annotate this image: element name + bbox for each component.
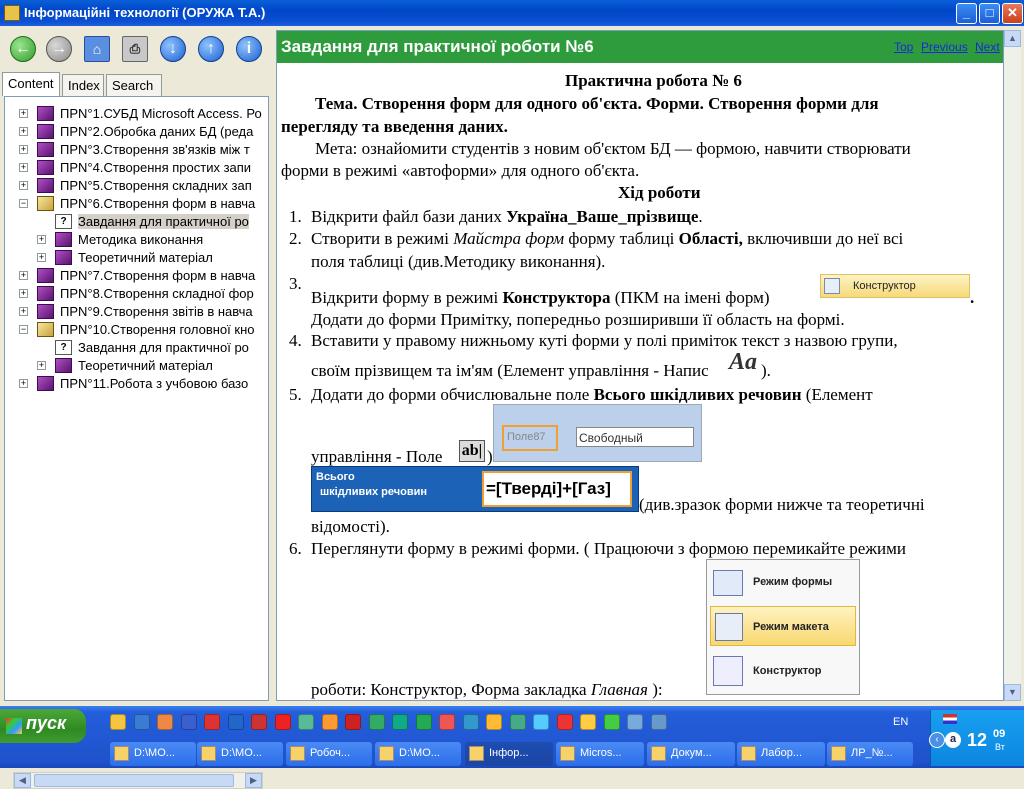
tab-content[interactable]: Content: [2, 72, 60, 96]
closed-book-icon: [37, 304, 54, 319]
designer-icon: [824, 278, 840, 294]
layout-view-icon: [715, 613, 743, 641]
closed-book-icon: [55, 358, 72, 373]
taskbar-button-label: D:\MO...: [399, 747, 440, 759]
goal-line-2: форми в режимі «автоформи» для одного об'єкта.: [281, 161, 640, 180]
minimize-button[interactable]: _: [956, 3, 977, 24]
expand-icon[interactable]: +: [20, 126, 27, 136]
calc-expression-box: [482, 471, 632, 507]
expand-icon[interactable]: +: [20, 378, 27, 388]
step-5-post: (див.зразок форми нижче та теоретичні: [639, 495, 925, 514]
step-6-number: 6.: [289, 539, 302, 558]
taskbar-button-label: Лабор...: [761, 747, 803, 759]
step-5-number: 5.: [289, 385, 302, 404]
expand-icon[interactable]: +: [38, 360, 45, 370]
calc-label-2: шкідливих речовин: [320, 486, 427, 498]
form-view-label: Режим формы: [753, 576, 833, 588]
field-value-box: [576, 427, 694, 447]
taskbar-app-icon: [201, 746, 216, 761]
arrow-down-icon[interactable]: ↓: [160, 36, 186, 62]
step-4-line-1: Вставити у правому нижньому куті форми у полі приміток текст з назвою групи,: [311, 331, 898, 350]
tree-item-label: Завдання для практичної ро: [78, 340, 249, 355]
question-doc-icon: ?: [55, 214, 72, 229]
taskbar-button[interactable]: [465, 742, 553, 766]
expand-icon[interactable]: +: [20, 108, 27, 118]
back-icon[interactable]: ←: [10, 36, 36, 62]
expand-icon[interactable]: +: [20, 306, 27, 316]
designer-menu-label: Конструктор: [853, 280, 916, 292]
expand-icon[interactable]: +: [20, 270, 27, 280]
start-label: пуск: [26, 713, 67, 733]
step-4-line-2: своїм прізвищем та ім'ям (Елемент управління - Напис: [311, 361, 709, 380]
step-3-dot: .: [970, 288, 975, 307]
taskbar-button-label: Робоч...: [310, 747, 351, 759]
print-icon[interactable]: ⎙: [122, 36, 148, 62]
field-name-box: [502, 425, 558, 451]
tab-index[interactable]: Index: [62, 74, 104, 96]
topic-line-2: перегляду та введення даних.: [281, 117, 508, 136]
quick-launch-icon[interactable]: [345, 714, 361, 730]
taskbar-button-label: Інфор...: [489, 747, 529, 759]
taskbar-app-icon: [651, 746, 666, 761]
maximize-button[interactable]: □: [979, 3, 1000, 24]
closed-book-icon: [37, 286, 54, 301]
designer-view-icon: [713, 656, 743, 686]
quick-launch-icon[interactable]: [486, 714, 502, 730]
quick-launch-icon[interactable]: [651, 714, 667, 730]
quick-launch-icon[interactable]: [181, 714, 197, 730]
quick-launch-icon[interactable]: [322, 714, 338, 730]
content-vertical-scrollbar[interactable]: [1004, 30, 1021, 701]
open-book-icon: [37, 322, 54, 337]
step-6-line-2: роботи: Конструктор, Форма закладка Главная ):: [311, 680, 663, 699]
view-modes-image: [706, 559, 860, 695]
step-3-line-2: Додати до форми Примітку, попередньо розширивши її область на формі.: [311, 310, 845, 329]
step-1-number: 1.: [289, 207, 302, 226]
question-doc-icon: ?: [55, 340, 72, 355]
scroll-down-icon[interactable]: ▼: [1004, 684, 1021, 701]
topic-line-1: Тема. Створення форм для одного об'єкта. Форми. Створення форми для: [315, 94, 879, 113]
quick-launch-icon[interactable]: [110, 714, 126, 730]
quick-launch-icon[interactable]: [251, 714, 267, 730]
quick-launch-icon[interactable]: [204, 714, 220, 730]
tree-item-label: ПРN°4.Створення простих запи: [60, 160, 252, 175]
calc-expression: =[Тверді]+[Газ]: [486, 479, 611, 498]
form-view-icon: [713, 570, 743, 596]
expand-icon[interactable]: +: [20, 288, 27, 298]
step-2-line-2: поля таблиці (див.Методику виконання).: [311, 252, 606, 271]
language-indicator[interactable]: EN: [893, 716, 909, 728]
taskbar-button-label: Micros...: [580, 747, 622, 759]
topic-title: Завдання для практичної роботи №6: [281, 37, 594, 56]
closed-book-icon: [37, 268, 54, 283]
quick-launch-icon[interactable]: [134, 714, 150, 730]
step-2-text: Створити в режимі Майстра форм форму таблиці Області, включивши до неї всі: [311, 229, 904, 248]
step-1-text: Відкрити файл бази даних Україна_Ваше_прізвище.: [311, 207, 703, 226]
expand-icon[interactable]: +: [20, 180, 27, 190]
taskbar-app-icon: [831, 746, 846, 761]
taskbar-button-label: ЛР_№...: [851, 747, 893, 759]
step-2-number: 2.: [289, 229, 302, 248]
scroll-right-icon[interactable]: ▶: [245, 773, 262, 788]
step-4-close: ).: [761, 361, 771, 380]
step-5-paren: ): [487, 447, 493, 466]
tree-item-label: ПРN°9.Створення звітів в навча: [60, 304, 253, 319]
designer-menu-item-image: [820, 274, 970, 298]
taskbar: [0, 706, 1024, 768]
close-button[interactable]: ✕: [1002, 3, 1023, 24]
step-4-number: 4.: [289, 331, 302, 350]
closed-book-icon: [37, 376, 54, 391]
closed-book-icon: [37, 160, 54, 175]
taskbar-button-label: D:\MO...: [134, 747, 175, 759]
tree-item-label: ПРN°10.Створення головної кно: [60, 322, 255, 337]
tree-item-label: ПРN°7.Створення форм в навча: [60, 268, 256, 283]
step-5-line-3: відомості).: [311, 517, 390, 536]
closed-book-icon: [55, 250, 72, 265]
tree-item-label: ПРN°2.Обробка даних БД (реда: [60, 124, 254, 139]
open-book-icon: [37, 196, 54, 211]
closed-book-icon: [37, 178, 54, 193]
field-name-label: Поле87: [507, 431, 546, 443]
show-hidden-icons-icon[interactable]: ‹: [929, 732, 945, 748]
taskbar-button[interactable]: [556, 742, 644, 766]
taskbar-app-icon: [560, 746, 575, 761]
collapse-icon[interactable]: −: [20, 324, 27, 334]
field-design-image: [493, 404, 702, 462]
expand-icon[interactable]: +: [20, 144, 27, 154]
step-5-text: Додати до форми обчислювальне поле Всього шкідливих речовин (Елемент: [311, 385, 873, 404]
tree-item-label: Завдання для практичної ро: [78, 214, 249, 229]
closed-book-icon: [55, 232, 72, 247]
goal-line-1: Мета: ознайомити студентів з новим об'єктом БД — формою, навчити створювати: [315, 139, 911, 158]
quick-launch-icon[interactable]: [157, 714, 173, 730]
clock[interactable]: 12: [967, 730, 988, 750]
tree-item-label: ПРN°8.Створення складної фор: [60, 286, 254, 301]
tree-item-label: Методика виконання: [78, 232, 204, 247]
taskbar-button[interactable]: [375, 742, 461, 766]
taskbar-button-label: Докум...: [671, 747, 712, 759]
tab-search[interactable]: Search: [106, 74, 162, 96]
nav-horizontal-scrollbar[interactable]: [13, 772, 263, 789]
collapse-icon[interactable]: −: [20, 198, 27, 208]
quick-launch-icon[interactable]: [416, 714, 432, 730]
quick-launch-icon[interactable]: [557, 714, 573, 730]
label-control-icon: Aa: [729, 349, 758, 375]
taskbar-button[interactable]: [827, 742, 913, 766]
tree-item-label: ПРN°5.Створення складних зап: [60, 178, 252, 193]
taskbar-button[interactable]: [110, 742, 196, 766]
quick-launch-icon[interactable]: [463, 714, 479, 730]
tree-item-label: ПРN°6.Створення форм в навча: [60, 196, 256, 211]
scroll-up-icon[interactable]: ▲: [1004, 30, 1021, 47]
contents-tree: [5, 105, 260, 680]
quick-launch-icon[interactable]: [604, 714, 620, 730]
progress-heading: Хід роботи: [618, 183, 701, 202]
taskbar-app-icon: [741, 746, 756, 761]
taskbar-button[interactable]: [197, 742, 283, 766]
window-title: Інформаційні технології (ОРУЖА Т.А.): [24, 5, 266, 20]
step-6-line-1: Переглянути форму в режимі форми. ( Працюючи з формою перемикайте режими: [311, 539, 906, 558]
scroll-left-icon[interactable]: ◀: [14, 773, 31, 788]
closed-book-icon: [37, 124, 54, 139]
tray-app-icon[interactable]: a: [945, 732, 961, 748]
tree-item-label: ПРN°3.Створення зв'язків між т: [60, 142, 250, 157]
quick-launch-icon[interactable]: [533, 714, 549, 730]
help-app-icon: [4, 5, 20, 21]
step-3-number: 3.: [289, 274, 302, 293]
clock-day: Вт: [995, 742, 1005, 752]
arrow-up-icon[interactable]: ↑: [198, 36, 224, 62]
tree-item-label: Теоретичний матеріал: [78, 358, 213, 373]
windows-logo-icon: [6, 718, 22, 734]
taskbar-button[interactable]: [647, 742, 735, 766]
taskbar-button[interactable]: [286, 742, 372, 766]
quick-launch-icon[interactable]: [275, 714, 291, 730]
textbox-control-icon: ab|: [459, 440, 485, 462]
taskbar-button-label: D:\MO...: [221, 747, 262, 759]
tree-item-label: ПРN°11.Робота з учбовою базо: [60, 376, 249, 391]
quick-launch-icon[interactable]: [228, 714, 244, 730]
home-icon[interactable]: ⌂: [84, 36, 110, 62]
taskbar-app-icon: [379, 746, 394, 761]
quick-launch-icon[interactable]: [369, 714, 385, 730]
tree-item-label: ПРN°1.СУБД Microsoft Access. Ро: [60, 106, 262, 121]
expand-icon[interactable]: +: [38, 234, 45, 244]
step-5-line-2: управління - Поле: [311, 447, 443, 466]
quick-launch-icon[interactable]: [392, 714, 408, 730]
tree-item-label: Теоретичний матеріал: [78, 250, 213, 265]
taskbar-button[interactable]: [737, 742, 825, 766]
quick-launch-icon[interactable]: [580, 714, 596, 730]
quick-launch-icon[interactable]: [298, 714, 314, 730]
taskbar-app-icon: [290, 746, 305, 761]
previous-link[interactable]: Previous: [921, 40, 968, 54]
system-tray: [930, 710, 1024, 766]
nav-tabs: [2, 72, 270, 96]
calc-field-image: [311, 466, 639, 512]
clock-minutes: 09: [993, 728, 1006, 740]
designer-view-label: Конструктор: [753, 665, 822, 677]
expand-icon[interactable]: +: [20, 162, 27, 172]
scroll-thumb[interactable]: [34, 774, 234, 787]
taskbar-app-icon: [114, 746, 129, 761]
field-value-label: Свободный: [579, 431, 643, 445]
options-icon[interactable]: i: [236, 36, 262, 62]
topic-header: [277, 31, 1003, 63]
calc-label-1: Всього: [316, 471, 355, 483]
flag-icon: [943, 714, 957, 724]
quick-launch-icon[interactable]: [510, 714, 526, 730]
closed-book-icon: [37, 106, 54, 121]
taskbar-app-icon: [469, 746, 484, 761]
forward-icon[interactable]: →: [46, 36, 72, 62]
expand-icon[interactable]: +: [38, 252, 45, 262]
layout-view-label: Режим макета: [753, 621, 829, 633]
next-link[interactable]: Next: [975, 40, 1000, 54]
top-link[interactable]: Top: [894, 40, 914, 54]
window-title-bar[interactable]: [0, 0, 1024, 26]
lab-heading: Практична робота № 6: [565, 71, 742, 90]
topic-content: [276, 30, 1004, 701]
closed-book-icon: [37, 142, 54, 157]
quick-launch-icon[interactable]: [627, 714, 643, 730]
step-3-text: Відкрити форму в режимі Конструктора (ПКМ на імені форм): [311, 288, 770, 307]
quick-launch-icon[interactable]: [439, 714, 455, 730]
